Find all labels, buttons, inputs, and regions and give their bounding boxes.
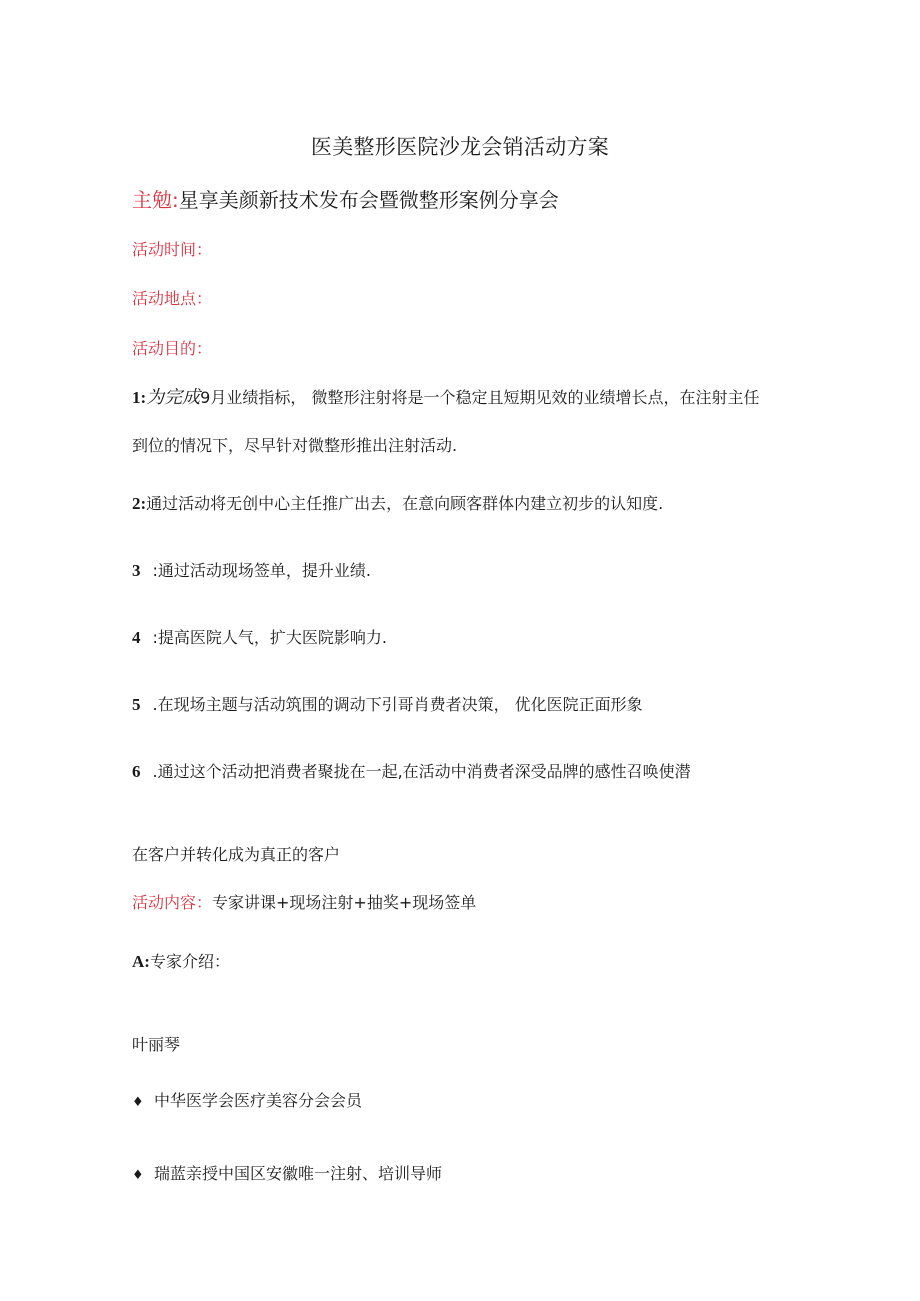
- purpose-item-3: [132, 562, 371, 579]
- purpose-text: 通过活动将无创中心主任推广出去，在意向顾客群体内建立初步的认知度.: [146, 494, 664, 513]
- theme-line: [132, 190, 559, 210]
- purpose-number: 5: [132, 695, 141, 714]
- activity-purpose-label: 活动目的：: [132, 339, 213, 358]
- purpose-number: 4: [132, 628, 141, 647]
- purpose-text: .通过这个活动把消费者聚拢在一起,在活动中消费者深受品牌的感性召唤使潜: [152, 762, 691, 781]
- activity-content-label: 活动内容：: [132, 893, 213, 912]
- expert-bullet-text: 中华医学会医疗美容分会会员: [154, 1091, 363, 1110]
- expert-bullet-item: [132, 1166, 442, 1182]
- theme-text: 星享美颜新技术发布会暨微整形案例分享会: [178, 188, 559, 212]
- section-a-heading: [132, 953, 230, 970]
- expert-bullet-item: [132, 1093, 362, 1109]
- activity-place-label: 活动地点：: [132, 289, 213, 308]
- diamond-bullet-icon: ♦: [132, 1168, 144, 1183]
- purpose-item-1-continued: 到位的情况下，尽早针对微整形推出注射活动.: [132, 436, 458, 455]
- activity-content-text: 专家讲课+现场注射+抽奖+现场签单: [212, 893, 477, 912]
- purpose-italic-text: 为完成: [146, 387, 201, 407]
- theme-label: 主勉:: [132, 188, 179, 212]
- purpose-text: :提高医院人气，扩大医院影响力.: [152, 628, 387, 647]
- purpose-number: 2:: [132, 494, 147, 513]
- expert-name: 叶丽琴: [132, 1035, 181, 1054]
- expert-bullet-text: 瑞蓝亲授中国区安徽唯一注射、培训导师: [154, 1164, 443, 1183]
- purpose-number: 1:: [132, 388, 147, 407]
- purpose-tail: 在客户并转化成为真正的客户: [132, 845, 341, 864]
- purpose-text: .在现场主题与活动筑围的调动下引哥肖费者决策， 优化医院正面形象: [152, 695, 643, 714]
- document-title: 医美整形医院沙龙会销活动方案: [310, 135, 610, 159]
- purpose-number: 6: [132, 762, 141, 781]
- purpose-item-4: [132, 629, 387, 646]
- purpose-item-2: [132, 495, 663, 512]
- purpose-number: 3: [132, 561, 141, 580]
- section-a-text: 专家介绍：: [149, 952, 230, 971]
- activity-content-line: [132, 895, 476, 911]
- purpose-item-1: [132, 388, 759, 406]
- diamond-bullet-icon: ♦: [132, 1095, 144, 1110]
- purpose-item-5: [132, 696, 643, 713]
- activity-time-label: 活动时间：: [132, 240, 213, 259]
- section-a-number: A:: [132, 952, 150, 971]
- purpose-item-6: [132, 763, 691, 780]
- purpose-text: 9月业绩指标， 微整形注射将是一个稳定且短期见效的业绩增长点，在注射主任: [200, 388, 760, 407]
- purpose-text: :通过活动现场签单，提升业绩.: [152, 561, 371, 580]
